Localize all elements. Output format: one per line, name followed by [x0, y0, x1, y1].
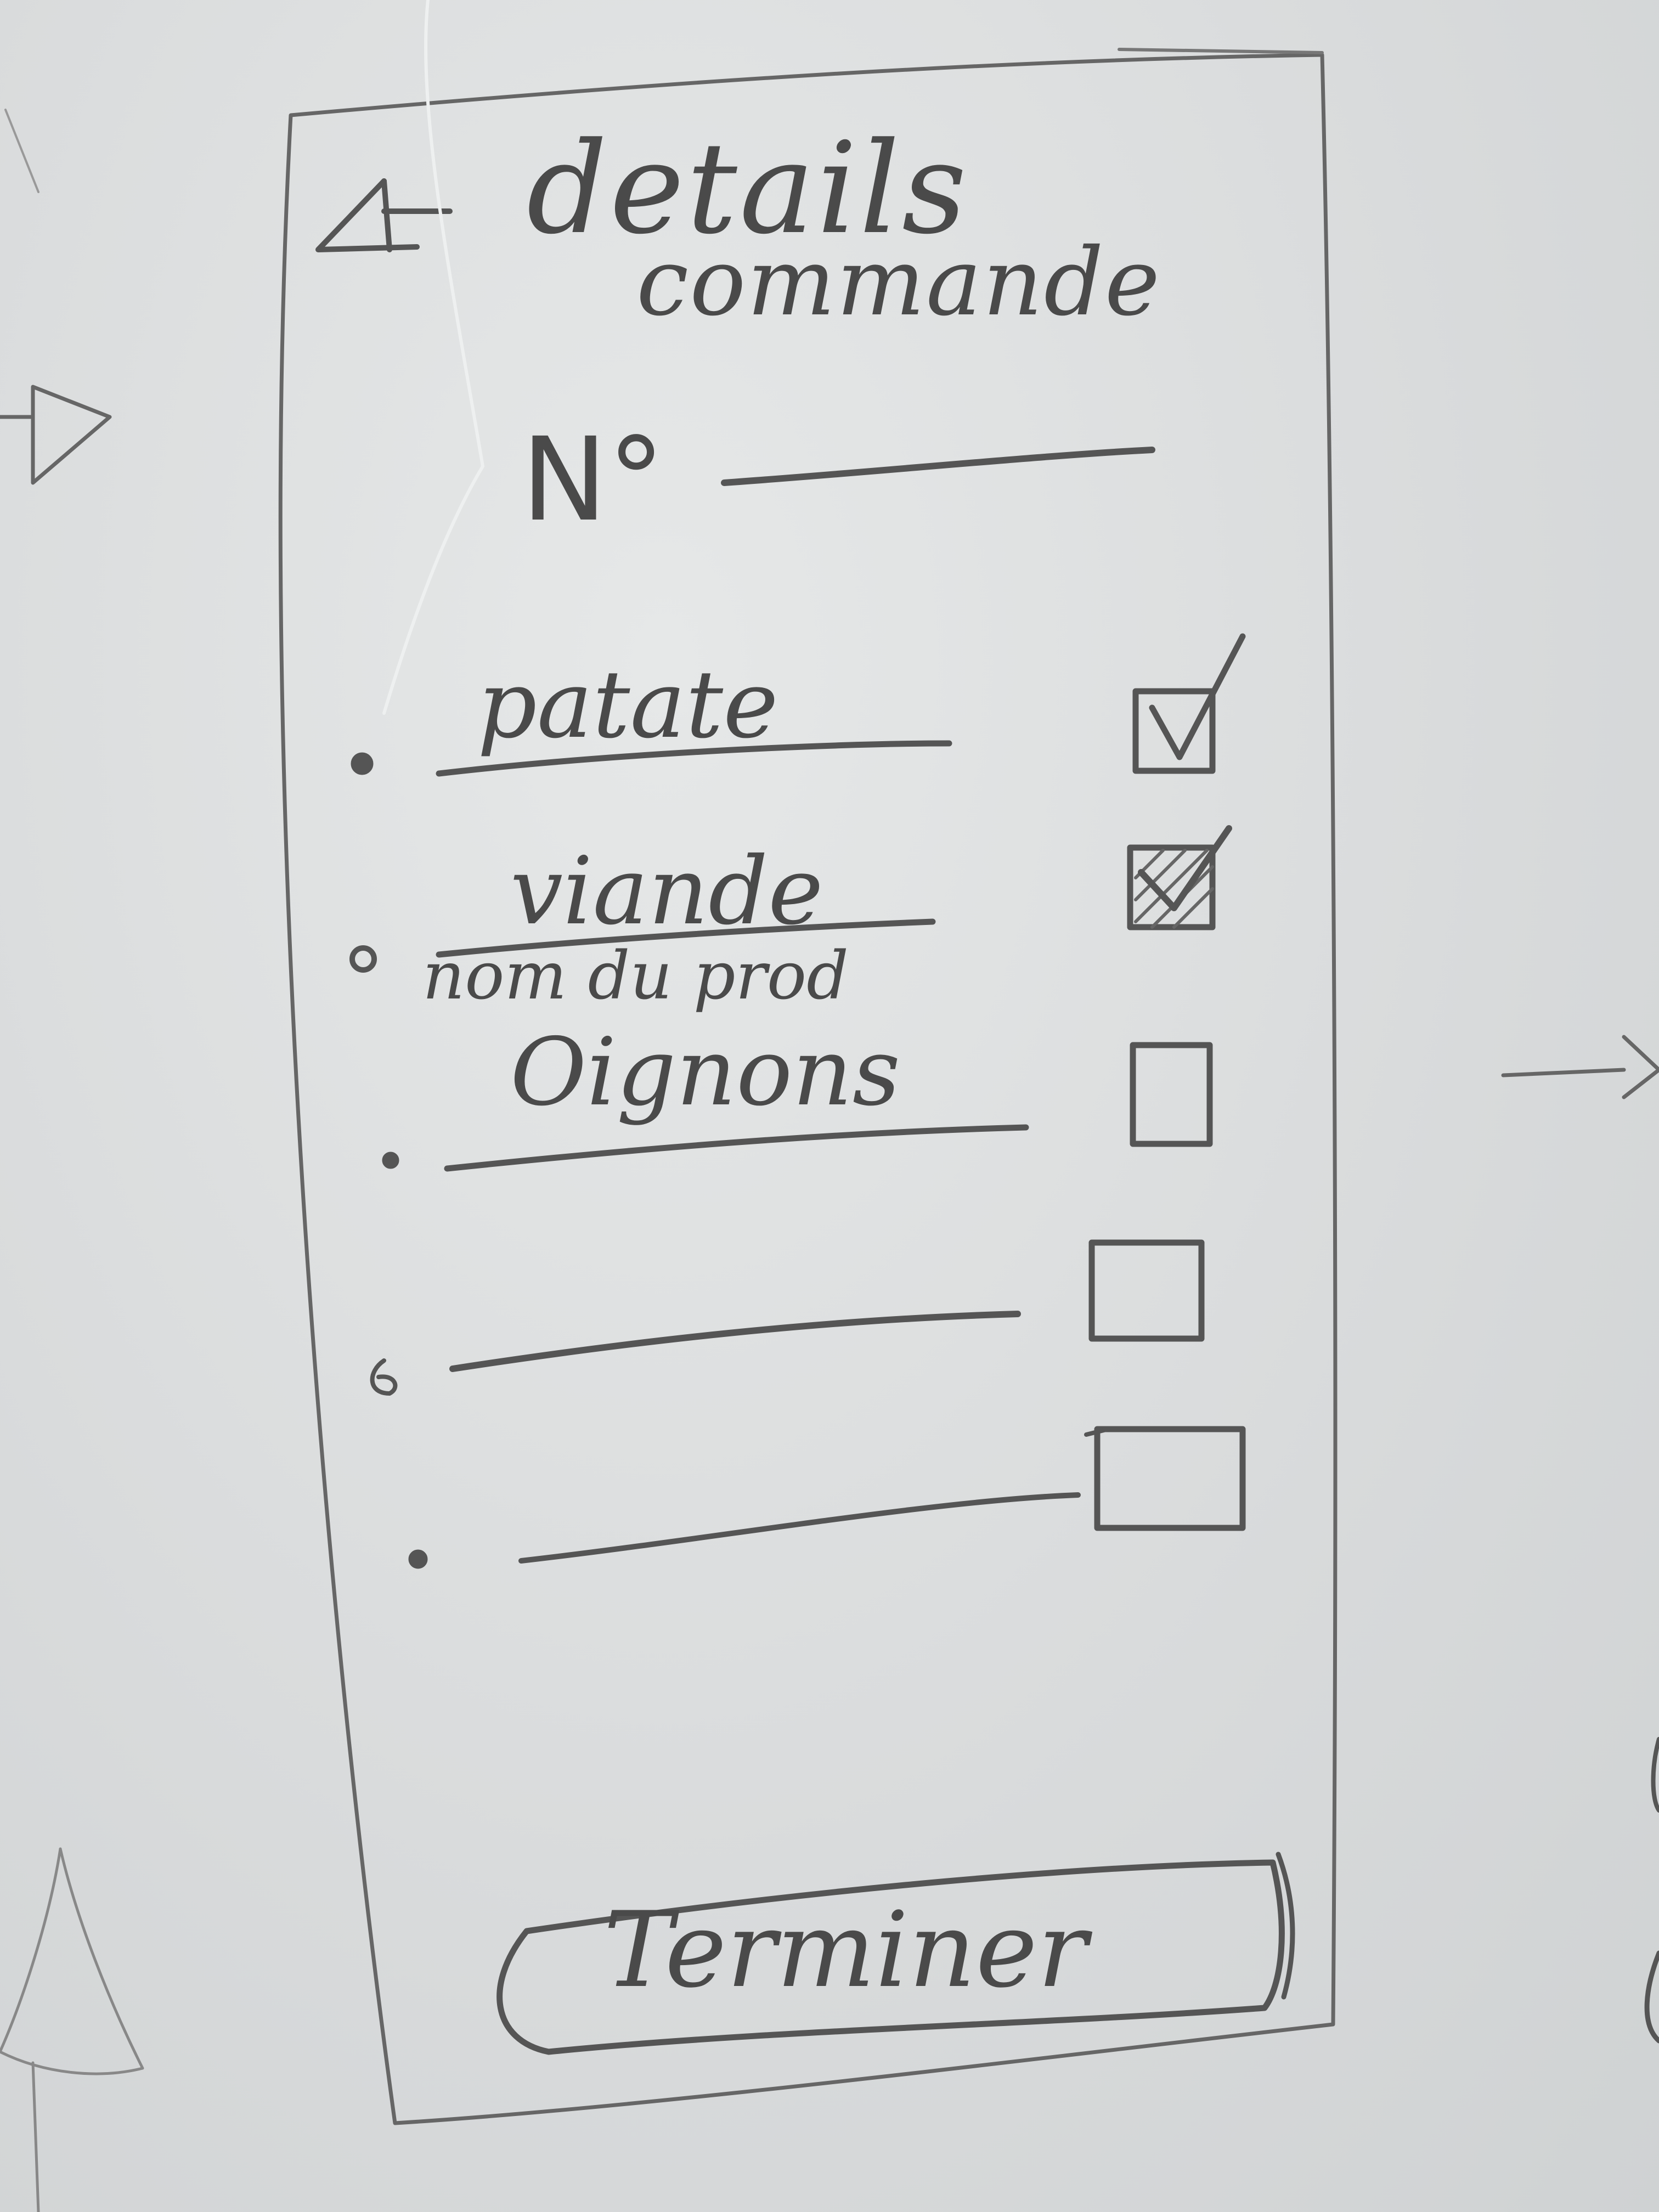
bullet-1 [351, 753, 373, 775]
finish-button-label: Terminer [603, 1889, 1087, 2011]
product-name-5 [516, 1448, 1081, 1558]
bullet-3 [382, 1152, 399, 1169]
product-name-4 [450, 1262, 1026, 1372]
back-button[interactable] [307, 170, 466, 263]
outside-mark-bottomright [1647, 1953, 1659, 2041]
product-checkbox-3[interactable] [1127, 1040, 1215, 1149]
product-checkbox-1[interactable] [1130, 636, 1251, 779]
product-line-3 [447, 1127, 1026, 1169]
product-checkbox-5[interactable] [1092, 1424, 1248, 1533]
order-number-label: N° [521, 413, 665, 547]
product-name-3: Oignons [510, 1018, 901, 1127]
outside-arrow-left [0, 387, 110, 483]
product-checkbox-4[interactable] [1086, 1237, 1207, 1344]
outside-mark-topleft [5, 110, 38, 192]
outside-arrow-right [1503, 1037, 1659, 1097]
bullet-2 [352, 948, 374, 970]
product-checkbox-2[interactable] [1125, 823, 1234, 933]
product-name-hint: nom du prod [422, 938, 849, 1014]
outside-arrow-bottom [0, 1849, 143, 2212]
order-number-field[interactable] [719, 417, 1158, 494]
product-name-2: viande [510, 837, 823, 946]
page-title-line-2: commande [636, 228, 1161, 337]
page-title-line-1: details [527, 116, 969, 262]
bullet-4 [373, 1361, 396, 1393]
bullet-5 [409, 1550, 427, 1568]
product-name-1: patate [477, 651, 778, 759]
